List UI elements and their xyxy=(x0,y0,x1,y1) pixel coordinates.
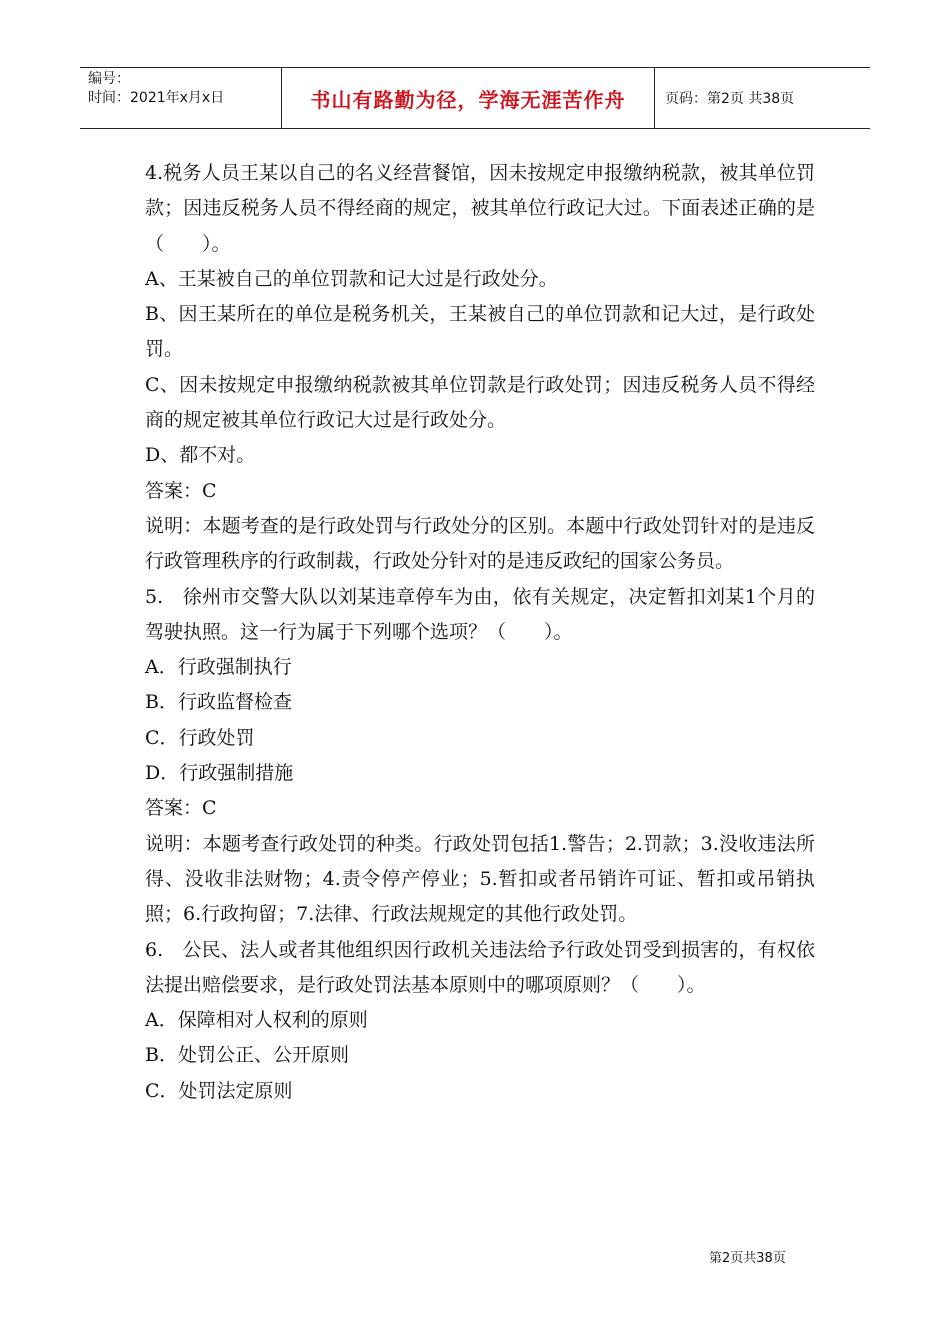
number-label: 编号： xyxy=(88,71,130,87)
question-5-stem: 5. 徐州市交警大队以刘某违章停车为由，依有关规定，决定暂扣刘某1个月的驾驶执照。这一行为属于下列哪个选项？（ ）。 xyxy=(145,585,815,643)
question-6-stem: 6. 公民、法人或者其他组织因行政机关违法给予行政处罚受到损害的，有权依法提出赔偿要求，是行政处罚法基本原则中的哪项原则？（ ）。 xyxy=(145,938,815,996)
question-6-option-a: A．保障相对人权利的原则 xyxy=(145,1009,368,1032)
question-6-option-b: B．处罚公正、公开原则 xyxy=(145,1044,349,1067)
question-4-explanation: 说明：本题考查的是行政处罚与行政处分的区别。本题中行政处罚针对的是违反行政管理秩序的行政制裁，行政处分针对的是违反政纪的国家公务员。 xyxy=(145,514,815,573)
header-meta xyxy=(80,68,282,128)
page-header xyxy=(80,67,870,129)
document-body xyxy=(145,156,815,1109)
question-4-option-a: A、王某被自己的单位罚款和记大过是行政处分。 xyxy=(145,267,558,290)
question-5-option-a: A．行政强制执行 xyxy=(145,656,292,679)
question-4-stem: 4.税务人员王某以自己的名义经营餐馆，因未按规定申报缴纳税款，被其单位罚款；因违反税务人员不得经商的规定，被其单位行政记大过。下面表述正确的是（ ）。 xyxy=(145,162,815,255)
question-5-explanation: 说明：本题考查行政处罚的种类。行政处罚包括1.警告；2.罚款；3.没收违法所得、没收非法财物；4.责令停产停业；5.暂扣或者吊销许可证、暂扣或吊销执照；6.行政拘留；7.法律、行政法规规定的其他行政处罚。 xyxy=(145,832,815,926)
question-5-option-b: B．行政监督检查 xyxy=(145,691,292,714)
question-5-option-c: C．行政处罚 xyxy=(145,726,255,749)
page-footer: 第2页共38页 xyxy=(709,1251,786,1266)
question-4-option-d: D、都不对。 xyxy=(145,444,256,467)
question-4-option-b: B、因王某所在的单位是税务机关，王某被自己的单位罚款和记大过，是行政处罚。 xyxy=(145,303,815,361)
question-4-answer: 答案：C xyxy=(145,479,217,502)
question-4-option-c: C、因未按规定申报缴纳税款被其单位罚款是行政处罚；因违反税务人员不得经商的规定被其单位行政记大过是行政处分。 xyxy=(145,373,815,432)
header-page-info: 页码：第2页 共38页 xyxy=(665,91,795,107)
question-5-answer: 答案：C xyxy=(145,797,217,820)
time-label: 时间：2021年x月x日 xyxy=(88,90,225,106)
question-6-option-c: C．处罚法定原则 xyxy=(145,1079,293,1102)
question-5-option-d: D．行政强制措施 xyxy=(145,762,294,785)
header-motto: 书山有路勤为径，学海无涯苦作舟 xyxy=(282,68,655,128)
